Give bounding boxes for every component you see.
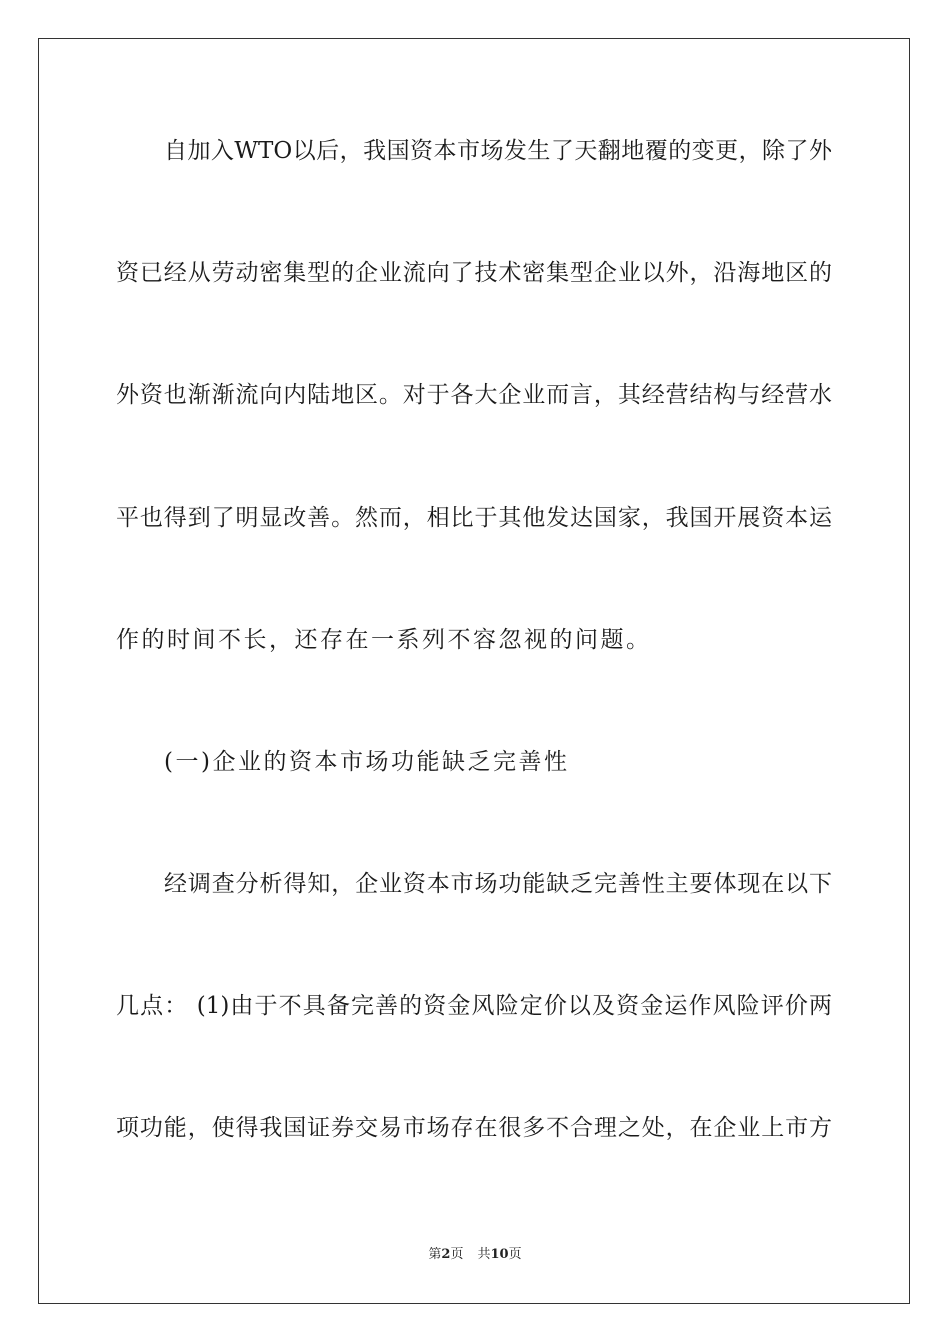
- page-number: 2: [441, 1247, 451, 1262]
- paragraph-1-line-2: 资已经从劳动密集型的企业流向了技术密集型企业以外，沿海地区的: [116, 260, 832, 286]
- total-prefix: 共: [477, 1247, 491, 1262]
- paragraph-2-line-1: 经调查分析得知，企业资本市场功能缺乏完善性主要体现在以下: [164, 871, 832, 897]
- page-footer: [0, 1246, 950, 1264]
- page-suffix: 页: [450, 1247, 464, 1262]
- paragraph-1-line-4: 平也得到了明显改善。然而，相比于其他发达国家，我国开展资本运: [116, 505, 832, 531]
- paragraph-1-line-3: 外资也渐渐流向内陆地区。对于各大企业而言，其经营结构与经营水: [116, 382, 832, 408]
- page-prefix: 第: [428, 1247, 442, 1262]
- paragraph-2-line-3: 项功能，使得我国证券交易市场存在很多不合理之处，在企业上市方: [116, 1115, 832, 1141]
- paragraph-1-line-5: 作的时间不长，还存在一系列不容忽视的问题。: [116, 627, 652, 653]
- paragraph-2-line-2: 几点： (1)由于不具备完善的资金风险定价以及资金运作风险评价两: [116, 993, 832, 1019]
- section-heading: (一)企业的资本市场功能缺乏完善性: [164, 749, 570, 775]
- total-suffix: 页: [508, 1247, 522, 1262]
- total-pages: 10: [490, 1247, 509, 1262]
- paragraph-1-line-1: 自加入WTO以后，我国资本市场发生了天翻地覆的变更，除了外: [164, 138, 832, 164]
